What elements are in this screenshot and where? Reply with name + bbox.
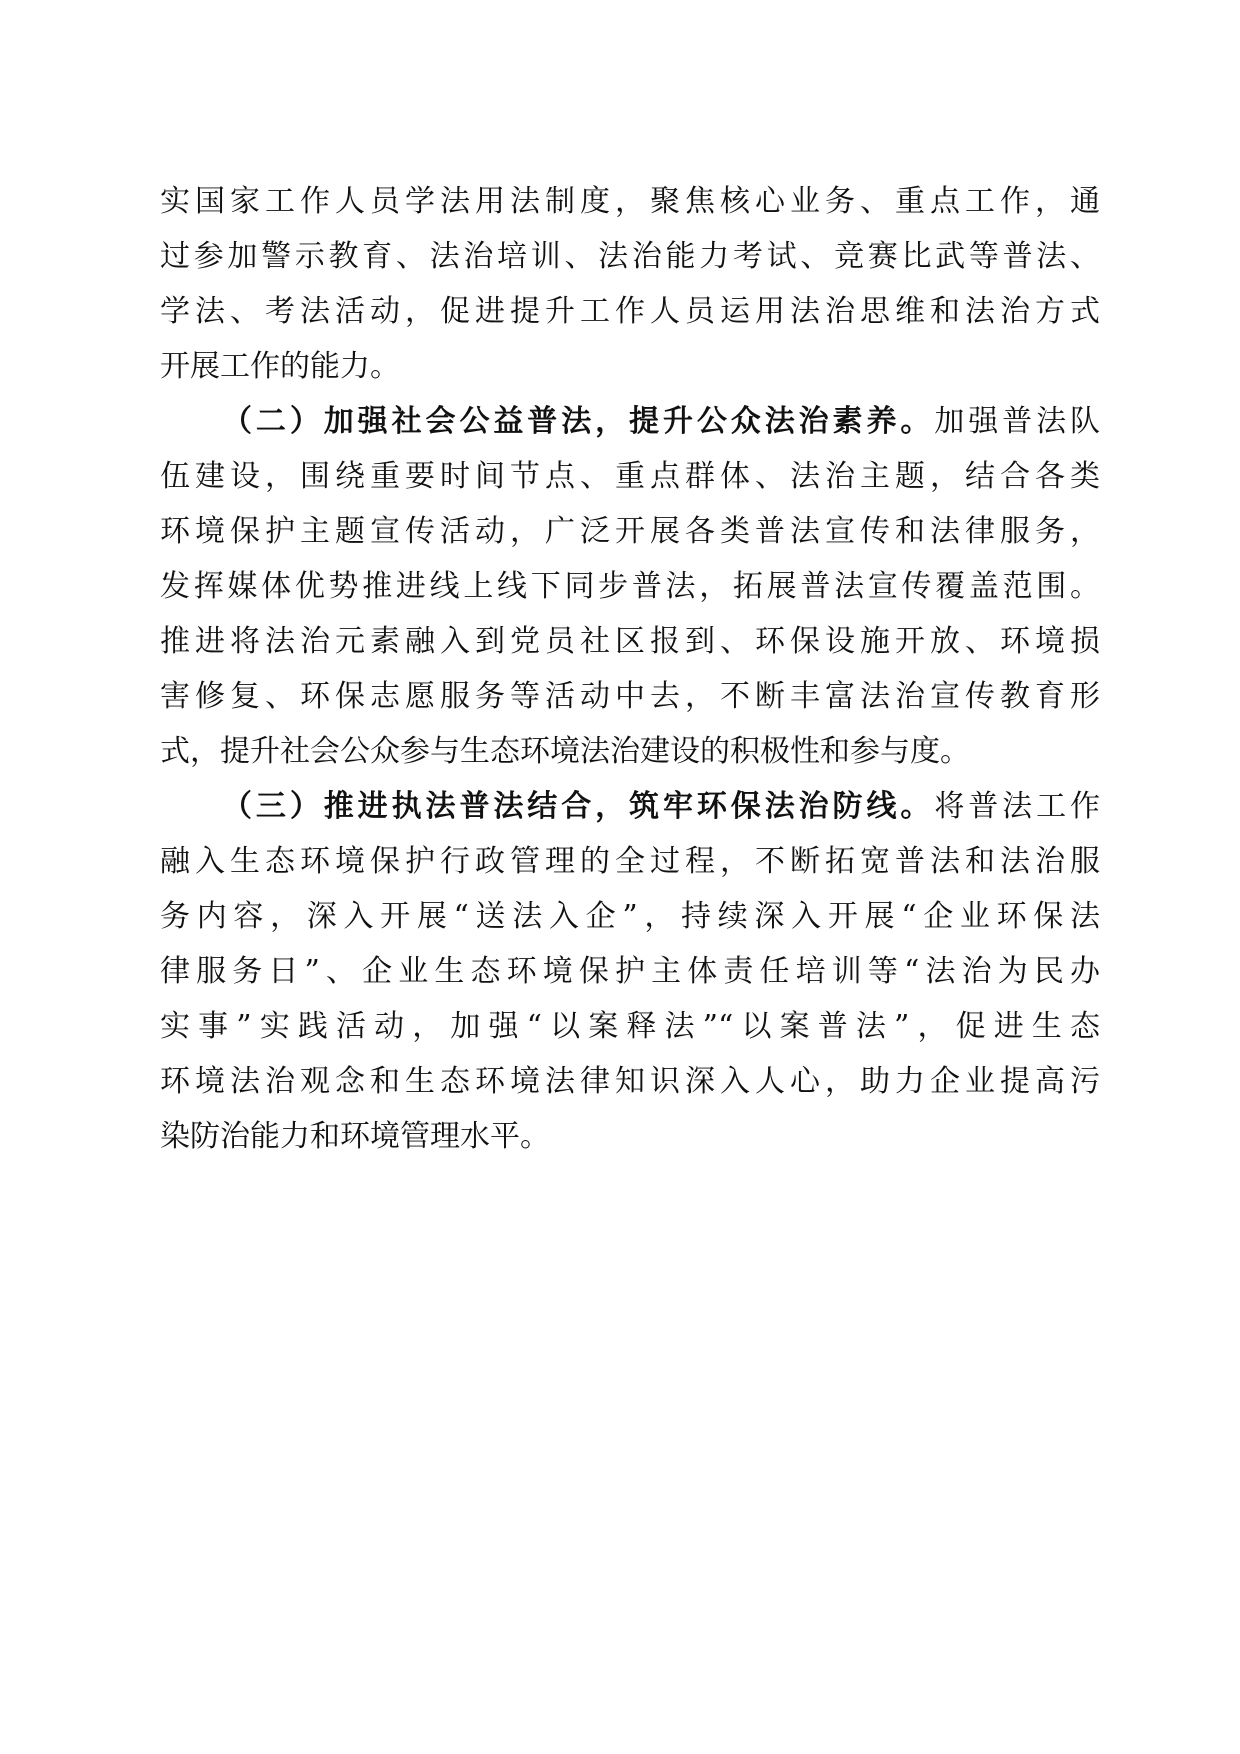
paragraph-line: 害修复、环保志愿服务等活动中去，不断丰富法治宣传教育形 [160, 679, 1100, 714]
paragraph-line: 伍建设，围绕重要时间节点、重点群体、法治主题，结合各类 [160, 459, 1100, 494]
section-heading: （三）推进执法普法结合，筑牢环保法治防线。 [222, 789, 935, 824]
paragraph-line: 学法、考法活动，促进提升工作人员运用法治思维和法治方式 [160, 294, 1100, 329]
paragraph-text: 加强普法队 [934, 404, 1101, 439]
section-heading: （二）加强社会公益普法，提升公众法治素养。 [222, 404, 935, 439]
paragraph-first-line [222, 782, 1100, 832]
paragraph-line: 过参加警示教育、法治培训、法治能力考试、竞赛比武等普法、 [160, 239, 1100, 274]
paragraph-line: 开展工作的能力。 [160, 349, 400, 384]
paragraph-line: 实国家工作人员学法用法制度，聚焦核心业务、重点工作，通 [160, 184, 1100, 219]
paragraph-line: 实事”实践活动，加强“以案释法”“以案普法”，促进生态 [160, 1009, 1100, 1044]
paragraph-line: 环境保护主题宣传活动，广泛开展各类普法宣传和法律服务， [160, 514, 1100, 549]
paragraph-line: 律服务日”、企业生态环境保护主体责任培训等“法治为民办 [160, 954, 1100, 989]
paragraph-line: 染防治能力和环境管理水平。 [160, 1119, 550, 1154]
paragraph-first-line [222, 397, 1100, 447]
paragraph-line: 推进将法治元素融入到党员社区报到、环保设施开放、环境损 [160, 624, 1100, 659]
paragraph-line: 融入生态环境保护行政管理的全过程，不断拓宽普法和法治服 [160, 844, 1100, 879]
paragraph-line: 发挥媒体优势推进线上线下同步普法，拓展普法宣传覆盖范围。 [160, 569, 1100, 604]
paragraph-line: 务内容，深入开展“送法入企”，持续深入开展“企业环保法 [160, 899, 1100, 934]
paragraph-line: 环境法治观念和生态环境法律知识深入人心，助力企业提高污 [160, 1064, 1100, 1099]
paragraph-line: 式，提升社会公众参与生态环境法治建设的积极性和参与度。 [160, 734, 970, 769]
paragraph-text: 将普法工作 [934, 789, 1101, 824]
